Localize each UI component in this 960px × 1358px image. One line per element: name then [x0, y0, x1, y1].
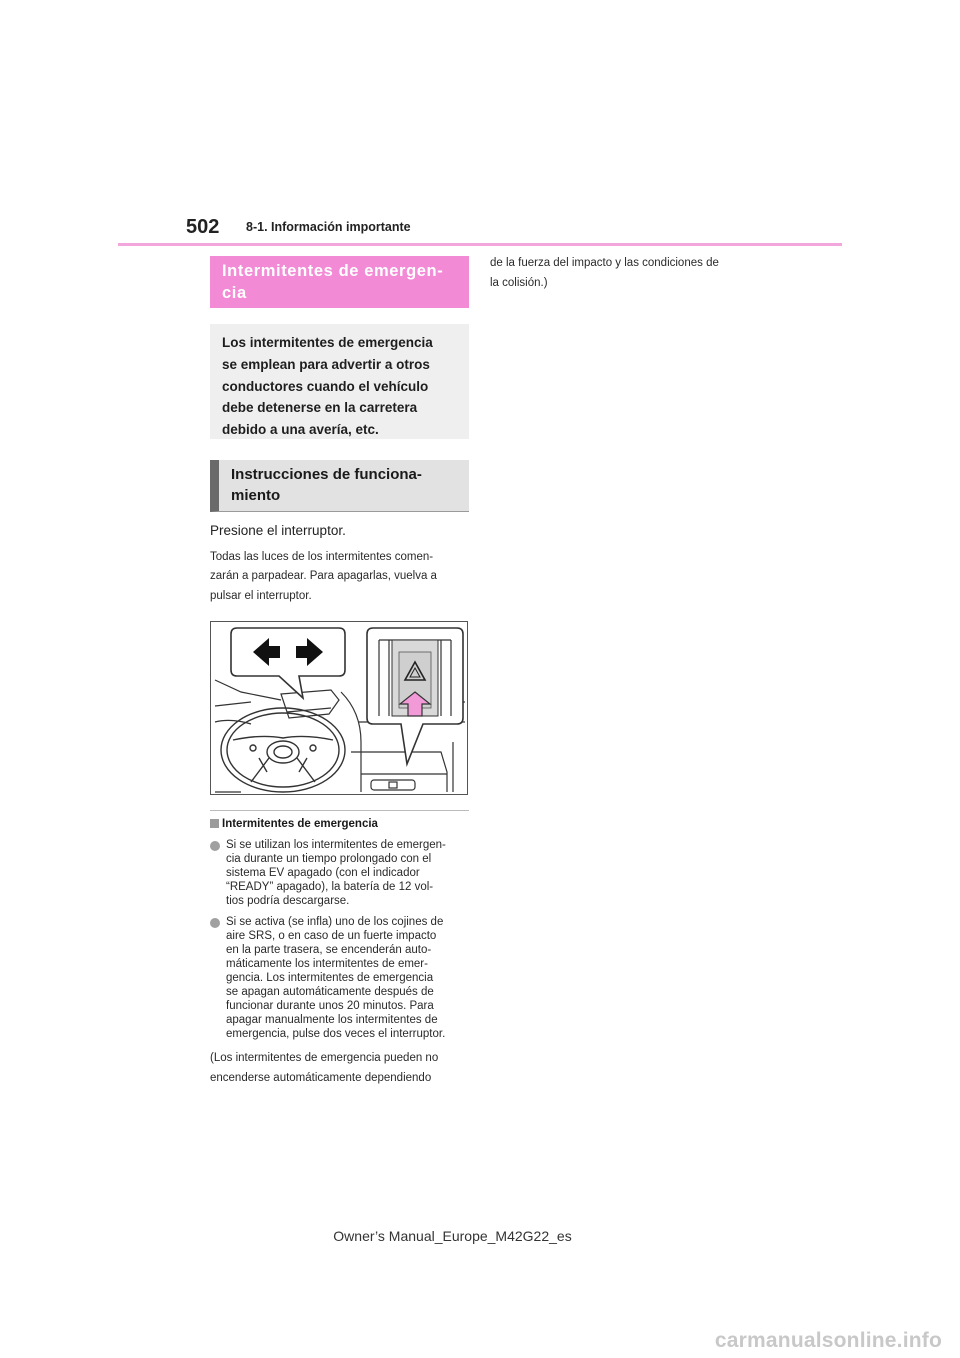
note-item	[210, 916, 469, 1041]
note-line: gencia. Los intermitentes de emergencia	[226, 972, 434, 985]
page-number: 502	[186, 216, 220, 238]
note-item	[210, 839, 469, 909]
summary-line: conductores cuando el vehículo	[222, 378, 429, 394]
right-column-line: de la fuerza del impacto y las condiciones de	[490, 257, 719, 269]
topic-heading-line-1: Intermitentes de emergen-	[222, 262, 444, 280]
right-column-line: la colisión.)	[490, 276, 548, 289]
description-line: pulsar el interruptor.	[210, 589, 312, 602]
instructions-heading-line-1: Instrucciones de funciona-	[231, 466, 422, 483]
summary-line: debe detenerse en la carretera	[222, 400, 418, 416]
note-line: aire SRS, o en caso de un fuerte impacto	[226, 930, 437, 943]
summary-line: Los intermitentes de emergencia	[222, 335, 433, 350]
note-line: cia durante un tiempo prolongado con el	[226, 852, 432, 865]
description-line: zarán a parpadear. Para apagarlas, vuelva a	[210, 570, 437, 583]
instructions-heading-line-2: miento	[231, 487, 281, 504]
notes-divider	[210, 810, 469, 811]
hazard-switch-illustration	[210, 621, 468, 795]
circle-bullet-icon	[210, 918, 220, 928]
note-line: tios podría descargarse.	[226, 894, 350, 907]
section-title: 8-1. Información importante	[246, 220, 411, 234]
note-line: sistema EV apagado (con el indicador	[226, 866, 420, 879]
notes-title	[210, 817, 469, 831]
note-continuation	[210, 1048, 469, 1089]
left-column	[210, 256, 469, 1089]
continuation-line: (Los intermitentes de emergencia pueden no	[210, 1051, 439, 1064]
step-description	[210, 548, 469, 606]
note-line: se apagan automáticamente después de	[226, 985, 434, 998]
topic-heading-line-2: cia	[222, 284, 247, 302]
instructions-heading	[210, 460, 469, 512]
note-line: Si se utilizan los intermitentes de emergen-	[226, 838, 446, 851]
circle-bullet-icon	[210, 841, 220, 851]
topic-heading	[210, 256, 469, 308]
summary-line: debido a una avería, etc.	[222, 422, 379, 438]
note-line: funcionar durante unos 20 minutos. Para	[226, 999, 434, 1012]
summary-line: se emplean para advertir a otros	[222, 356, 430, 372]
right-column	[490, 254, 790, 293]
footer-text: Owner’s Manual_Europe_M42G22_es	[333, 1228, 572, 1244]
note-line: máticamente los intermitentes de emer-	[226, 958, 428, 971]
summary-box	[210, 324, 469, 439]
note-line: Si se activa (se infla) uno de los cojines de	[226, 916, 444, 929]
square-bullet-icon	[210, 819, 219, 828]
right-column-text	[490, 254, 790, 293]
header-divider	[118, 243, 842, 246]
notes-title-text: Intermitentes de emergencia	[222, 817, 378, 830]
watermark: carmanualsonline.info	[714, 1329, 942, 1352]
note-line: en la parte trasera, se encenderán auto-	[226, 944, 432, 957]
note-line: apagar manualmente los intermitentes de	[226, 1013, 438, 1026]
step-text: Presione el interruptor.	[210, 523, 346, 538]
continuation-line: encenderse automáticamente dependiendo	[210, 1072, 432, 1085]
dashboard-drawing	[211, 622, 469, 796]
note-line: “READY” apagado), la batería de 12 vol-	[226, 880, 434, 893]
description-line: Todas las luces de los intermitentes comen-	[210, 551, 434, 563]
note-line: emergencia, pulse dos veces el interruptor.	[226, 1027, 446, 1040]
